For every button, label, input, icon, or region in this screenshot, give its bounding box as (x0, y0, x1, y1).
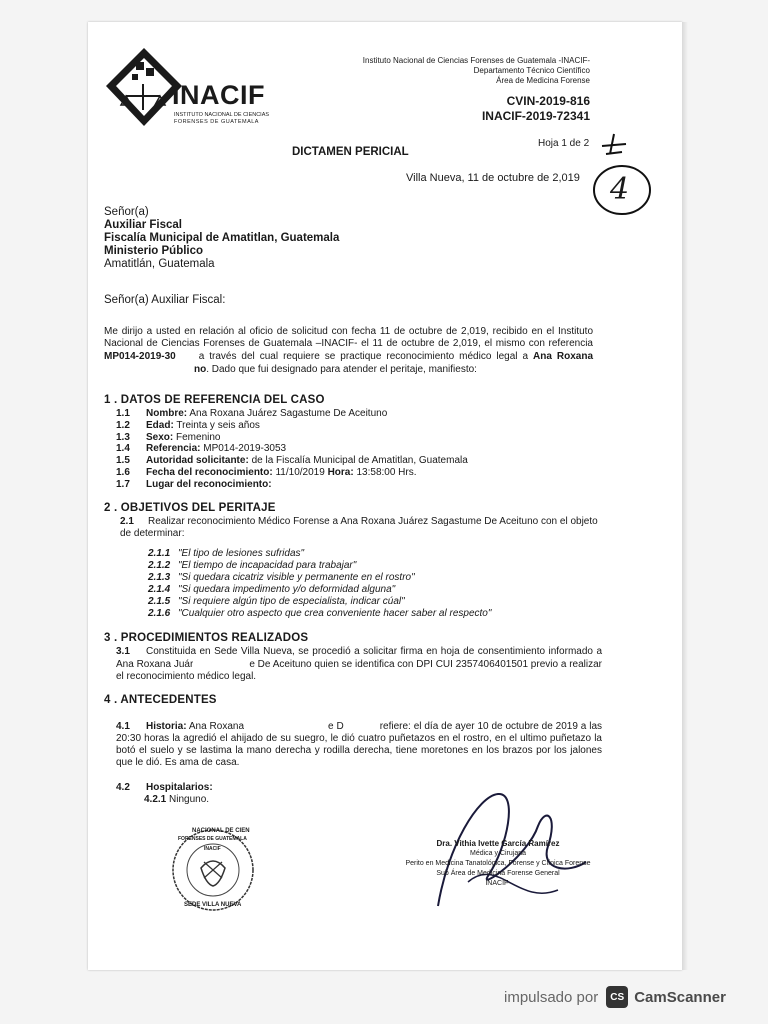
institution-header (363, 56, 590, 86)
case-data-list (116, 408, 468, 491)
document-title: DICTAMEN PERICIAL (292, 146, 409, 158)
seal-text-3: INACIF (204, 846, 221, 852)
signer-org: INACIF- (485, 880, 511, 887)
seal-text-4: SEDE VILLA NUEVA (184, 902, 242, 908)
section-4-heading: 4 . ANTECEDENTES (104, 694, 217, 706)
logo-subtitle-2: FORENSES DE GUATEMALA (174, 119, 259, 125)
institution-line-3: Área de Medicina Forense (496, 76, 590, 85)
inacif-logo (102, 44, 280, 140)
intro-name-end: no (194, 364, 207, 375)
case-row: 1.1 Nombre: Ana Roxana Juárez Sagastume De Aceituno (116, 408, 388, 419)
camscanner-label: CamScanner (634, 988, 726, 1006)
document-date: Villa Nueva, 11 de octubre de 2,019 (406, 172, 580, 184)
reference-cvin: CVIN-2019-816 (506, 94, 590, 108)
reference-inacif: INACIF-2019-72341 (481, 109, 590, 123)
institution-line-2: Departamento Técnico Científico (473, 66, 590, 75)
case-row: 1.5 Autoridad solicitante: de la Fiscalía Municipal de Amatitlan, Guatemala (116, 455, 468, 467)
page-number: Hoja 1 de 2 (538, 138, 590, 149)
camscanner-brand (606, 986, 726, 1008)
signer-role-3: Sub Área de Medicina Forense General (436, 870, 560, 877)
institution-line-1: Instituto Nacional de Ciencias Forenses de Guatemala -INACIF- (362, 56, 590, 65)
logo-text: INACIF (172, 80, 265, 110)
address-city: Amatitlán, Guatemala (104, 258, 215, 270)
camscanner-icon: CS (606, 986, 628, 1008)
objective-item: 2.1.2 "El tiempo de incapacidad para trabajar" (148, 560, 357, 571)
objective-item: 2.1.6 "Cualquier otro aspecto que crea conveniente hacer saber al respecto" (148, 608, 492, 619)
redaction (104, 363, 194, 372)
objective-item: 2.1.3 "Si quedara cicatriz visible y permanente en el rostro" (148, 572, 415, 583)
objective-main: 2.1 Realizar reconocimiento Médico Forense a Ana Roxana Juárez Sagastume De Aceituno con el objeto de determinar: (120, 516, 598, 539)
history-paragraph: 4.1 Historia: Ana Roxana e D refiere: el día de ayer 10 de octubre de 2019 a las 20:30 horas la agredió el ahijado de su suegro, le dió cuatro puñetazos en el rostro, en el ultimo puñetazo la botó el suelo y se lastima la mano derecha y rodilla derecha, tiene moretones en los brazos por los jalones que le dió. Es ama de casa. (116, 721, 603, 768)
recipient-address (104, 206, 339, 271)
objective-item: 2.1.5 "Si requiere algún tipo de especialista, indicar cúal" (148, 596, 405, 607)
address-role: Auxiliar Fiscal (104, 219, 182, 231)
reference-codes (482, 94, 590, 124)
case-row: 1.3 Sexo: Femenino (116, 431, 221, 443)
intro-text-1: Me dirijo a usted en relación al oficio de solicitud con fecha 11 de octubre de 2,019, recibido en el Instituto Nacional de Ciencias Forenses de Guatemala –INACIF- el 11 de octubre de 2,019, el mismo con referencia (104, 326, 593, 349)
seal-text-2: FORENSES DE GUATEMALA (178, 836, 247, 842)
objective-item: 2.1.4 "Si quedara impedimento y/o deformidad alguna" (148, 584, 396, 595)
greeting: Señor(a) Auxiliar Fiscal: (104, 294, 226, 306)
handwritten-marks (588, 128, 660, 224)
address-office: Fiscalía Municipal de Amatitlan, Guatemala (104, 232, 340, 244)
intro-reference: MP014-2019-30 (104, 351, 176, 362)
procedure-paragraph: 3.1 Constituida en Sede Villa Nueva, se procedió a solicitar firma en hoja de consentimiento informado a Ana Roxana Juár e De Aceituno quien se identifica con DPI CUI 2357406401501 previo a realizar el reconocimiento médico legal. (116, 646, 602, 682)
redaction (193, 658, 249, 667)
case-row: 1.6 Fecha del reconocimiento: 11/10/2019 Hora: 13:58:00 Hrs. (116, 466, 417, 478)
hospital-block: 4.2 Hospitalarios: 4.2.1 Ninguno. (116, 782, 213, 805)
section-1-heading: 1 . DATOS DE REFERENCIA DEL CASO (104, 394, 325, 406)
case-row: 1.4 Referencia: MP014-2019-3053 (116, 443, 287, 455)
logo-subtitle-1: INSTITUTO NACIONAL DE CIENCIAS (174, 112, 270, 118)
redaction (176, 350, 194, 359)
intro-name: Ana Roxana (533, 351, 594, 362)
page-edge-shadow (682, 22, 688, 970)
handwritten-numeral: 4 (610, 172, 630, 207)
signer-role-2: Perito en Medicina Tanatológica, Forense y Clínica Forense (405, 860, 591, 867)
official-seal (168, 822, 258, 918)
objective-items (148, 548, 491, 620)
signer-role-1: Médica y Cirujana (469, 850, 527, 857)
intro-text-2: a través del cual requiere se practique reconocimiento médico legal a (193, 351, 534, 362)
case-row: 1.2 Edad: Treinta y seis años (116, 419, 260, 431)
powered-by-text: impulsado por (504, 988, 599, 1006)
section-3-heading: 3 . PROCEDIMIENTOS REALIZADOS (104, 632, 309, 644)
address-salutation: Señor(a) (104, 206, 149, 218)
redaction (244, 720, 328, 729)
camscanner-watermark (504, 986, 726, 1008)
signer-name: Dra. Vithia Ivette García Ramírez (436, 839, 560, 848)
intro-paragraph (104, 326, 593, 376)
document-page (88, 22, 682, 970)
intro-text-3: . Dado que fui designado para atender el peritaje, manifiesto: (206, 364, 477, 375)
case-row: 1.7 Lugar del reconocimiento: (116, 478, 272, 490)
redaction (344, 720, 380, 729)
signature-block (388, 839, 608, 889)
section-2-heading: 2 . OBJETIVOS DEL PERITAJE (104, 502, 276, 514)
address-ministry: Ministerio Público (104, 245, 204, 257)
seal-text-1: NACIONAL DE CIEN (192, 828, 250, 834)
objective-item: 2.1.1 "El tipo de lesiones sufridas" (148, 548, 305, 559)
